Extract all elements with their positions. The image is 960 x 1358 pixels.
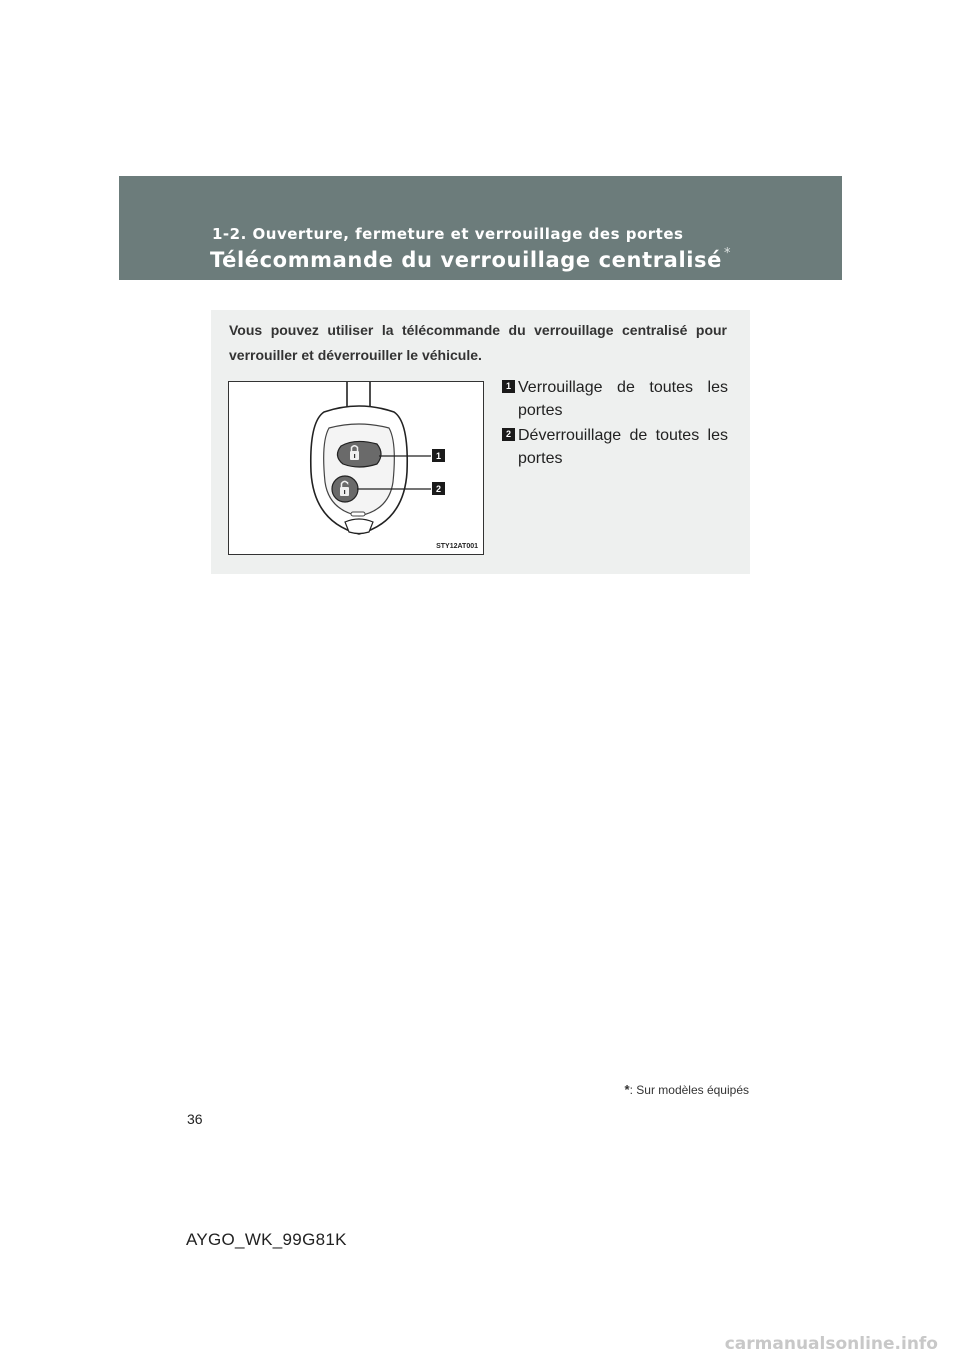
legend-number: 1 <box>502 380 515 393</box>
legend-item-lock <box>502 376 728 422</box>
footnote <box>625 1082 749 1097</box>
page-title-text: Télécommande du verrouillage centralisé <box>210 248 722 272</box>
callout-1: 1 <box>435 451 442 461</box>
callout-2: 2 <box>435 484 442 494</box>
remote-key-illustration <box>229 382 483 554</box>
page-number: 36 <box>187 1111 203 1127</box>
title-asterisk: * <box>723 246 732 261</box>
figure-code: STY12AT001 <box>436 543 478 550</box>
legend-item-unlock <box>502 424 728 470</box>
legend-number: 2 <box>502 428 515 441</box>
watermark: carmanualsonline.info <box>724 1334 938 1354</box>
intro-text: Vous pouvez utiliser la télécommande du verrouillage centralisé pour verrouiller et déverrouiller le véhicule. <box>229 322 727 363</box>
legend-text: Déverrouillage de toutes les portes <box>518 427 728 467</box>
page-title <box>210 248 731 272</box>
footnote-text: : Sur modèles équipés <box>629 1083 749 1097</box>
legend-text: Verrouillage de toutes les portes <box>518 379 728 419</box>
remote-key-figure <box>228 381 484 555</box>
unlock-icon <box>332 476 358 502</box>
document-code: AYGO_WK_99G81K <box>186 1230 347 1249</box>
lock-icon <box>337 441 381 467</box>
section-label: 1-2. Ouverture, fermeture et verrouillage des portes <box>212 225 684 243</box>
footnote-asterisk-icon: * <box>624 1082 630 1097</box>
